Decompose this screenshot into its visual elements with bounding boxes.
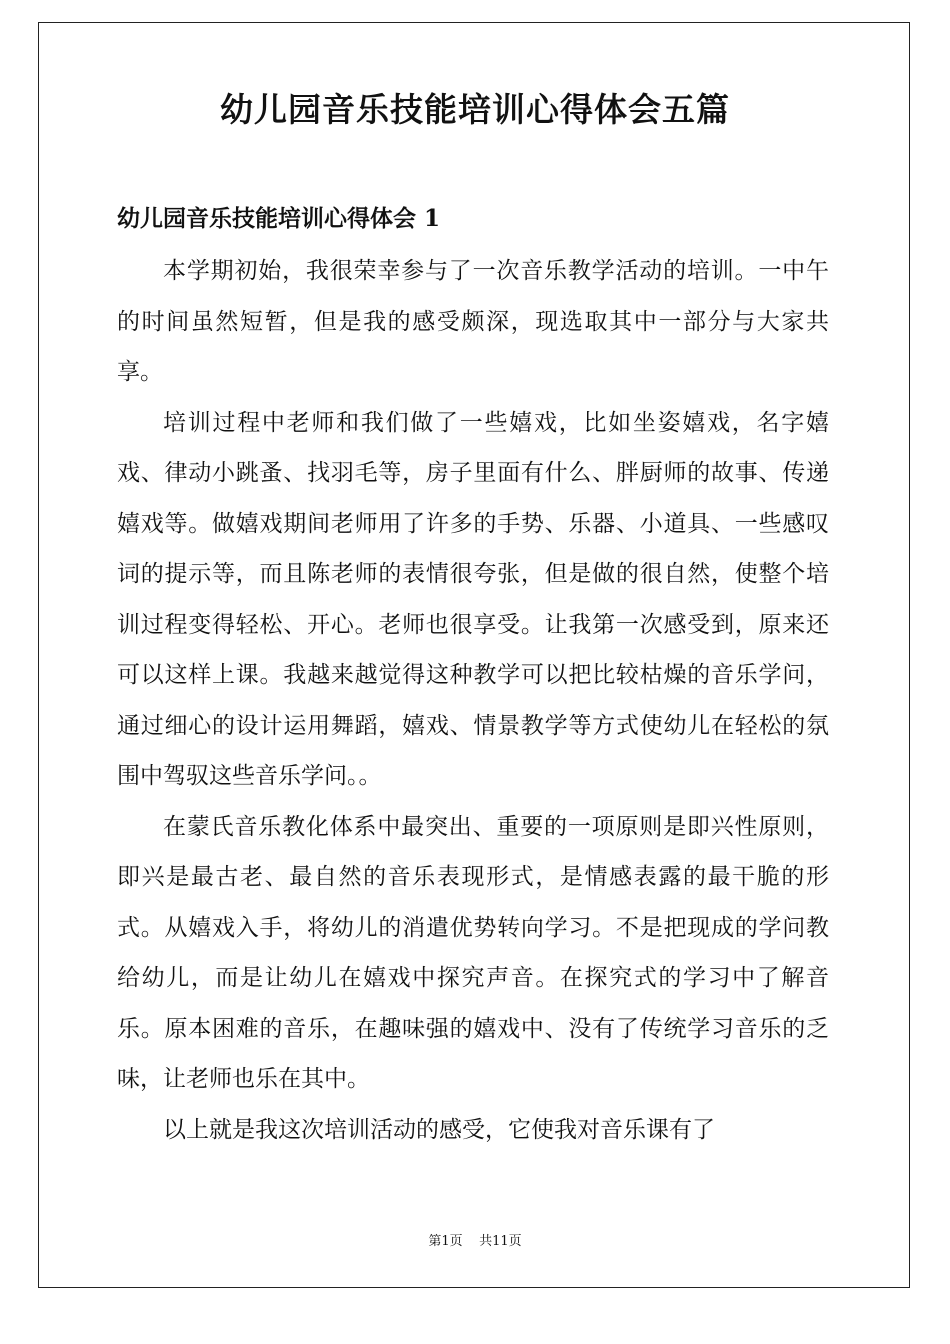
paragraph-1: 本学期初始，我很荣幸参与了一次音乐教学活动的培训。一中午的时间虽然短暂，但是我的感受颇深，现选取其中一部分与大家共享。 [117,258,829,385]
page-number-footer: 第1页 共11页 [428,1234,522,1249]
section-heading: 幼儿园音乐技能培训心得体会 1 [117,205,441,232]
paragraph-3: 在蒙氏音乐教化体系中最突出、重要的一项原则是即兴性原则，即兴是最古老、最自然的音乐表现形式，是情感表露的最干脆的形式。从嬉戏入手，将幼儿的消遣优势转向学习。不是把现成的学问教给幼儿，而是让幼儿在嬉戏中探究声音。在探究式的学习中了解音乐。原本困难的音乐，在趣味强的嬉戏中、没有了传统学习音乐的乏味，让老师也乐在其中。 [117,813,829,1092]
document-body [117,246,829,1155]
paragraph-4: 以上就是我这次培训活动的感受，它使我对音乐课有了 [163,1116,715,1143]
document-title: 幼儿园音乐技能培训心得体会五篇 [220,90,730,129]
paragraph-2: 培训过程中老师和我们做了一些嬉戏，比如坐姿嬉戏，名字嬉戏、律动小跳蚤、找羽毛等，房子里面有什么、胖厨师的故事、传递嬉戏等。做嬉戏期间老师用了许多的手势、乐器、小道具、一些感叹词的提示等，而且陈老师的表情很夸张，但是做的很自然，使整个培训过程变得轻松、开心。老师也很享受。让我第一次感受到，原来还可以这样上课。我越来越觉得这种教学可以把比较枯燥的音乐学问，通过细心的设计运用舞蹈，嬉戏、情景教学等方式使幼儿在轻松的氛围中驾驭这些音乐学问。。 [117,409,829,789]
